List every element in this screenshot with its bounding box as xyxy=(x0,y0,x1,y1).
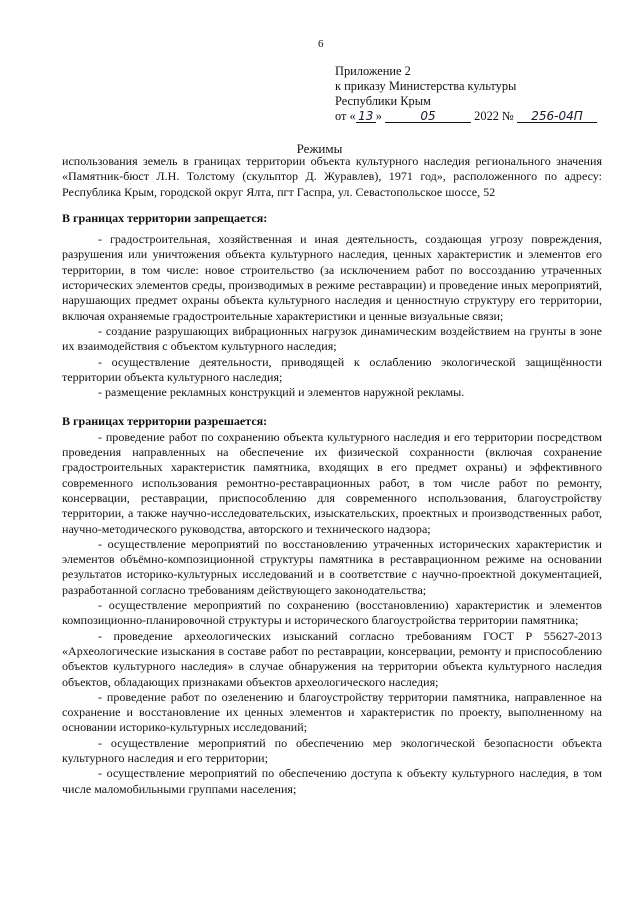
permitted-heading: В границах территории разрешается: xyxy=(62,414,268,429)
appendix-title: Приложение 2 xyxy=(335,64,411,78)
document-title: Режимы xyxy=(296,141,343,156)
permitted-item: - осуществление мероприятий по обеспечению мер экологической безопасности объекта культурного наследия и его территории; xyxy=(62,735,602,765)
permitted-item: - осуществление мероприятий по обеспечению доступа к объекту культурного наследия, в том числе маломобильными группами населения; xyxy=(62,766,602,796)
appendix-republic: Республики Крым xyxy=(335,94,431,108)
date-month: 05 xyxy=(385,110,471,123)
document-body xyxy=(62,154,602,797)
prohibited-heading: В границах территории запрещается: xyxy=(62,210,268,225)
appendix-header xyxy=(335,64,597,124)
permitted-item: - осуществление мероприятий по сохранению (восстановлению) характеристик и элементов композиционно-планировочной структуры и исторического благоустройства территории памятника; xyxy=(62,598,602,628)
date-year: 2022 № xyxy=(474,109,514,123)
prohibited-item: - осуществление деятельности, приводящей к ослаблению экологической защищённости территории объекта культурного наследия; xyxy=(62,354,602,384)
page-number: 6 xyxy=(318,38,324,50)
permitted-item: - проведение археологических изысканий согласно требованиям ГОСТ Р 55627-2013 «Археологические изыскания в составе работ по реставрации, консервации, ремонту и приспособлению объектов культурного наследия» в случае обнаружения на территории объекта культурного наследия объектов, обладающих признаками объектов археологического наследия; xyxy=(62,628,602,689)
date-day: 13 xyxy=(356,110,376,123)
permitted-item: - осуществление мероприятий по восстановлению утраченных исторических характеристик и элементов объёмно-композиционной структуры памятника в реставрационном режиме на основании результатов историко-культурных исследований и в соответствие с научно-проектной документацией, разработанной согласно требованиям действующего законодательства; xyxy=(62,536,602,597)
permitted-item: - проведение работ по сохранению объекта культурного наследия и его территории посредством проведения направленных на обеспечение их физической сохранности (включая сохранение градостроительных характеристик памятника, входящих в его предмет охраны) и эффективного современного использования ремонтно-реставрационных работ, в том числе работ по ремонту, консервации, реставрации, приспособлению для современного использования, благоустройству территории, а также научно-исследовательских, изыскательских, проектных и производственных работ, научно-методического руководства, авторского и технического надзора; xyxy=(62,429,602,536)
appendix-order-ref: к приказу Министерства культуры xyxy=(335,79,517,93)
prohibited-item: - создание разрушающих вибрационных нагрузок динамическим воздействием на грунты в зоне их взаимодействия с объектом культурного наследия; xyxy=(62,323,602,354)
date-mid: » xyxy=(375,109,382,123)
date-prefix: от « xyxy=(335,109,356,123)
intro-paragraph: использования земель в границах территории объекта культурного наследия регионального значения «Памятник-бюст Л.Н. Толстому (скульптор Д. Журавлев), 1971 год», расположенного по адресу: Республика Крым, городской округ Ялта, пгт Гаспра, ул. Севастопольское шоссе, 52 xyxy=(62,154,602,199)
appendix-date-line xyxy=(335,109,597,124)
prohibited-item: - градостроительная, хозяйственная и иная деятельность, создающая угрозу повреждения, разрушения или уничтожения объекта культурного наследия, ценных характеристик и элементов его территории, в том числе: новое строительство (за исключением работ по воссозданию утраченных исторических элементов среды, производимых в режиме реставрации) и проведение иных мероприятий, нарушающих предмет охраны объекта культурного наследия и ценностную структуру его территории, включая охраняемые градостроительные характеристики и ценные визуальные связи; xyxy=(62,232,602,323)
prohibited-item: - размещение рекламных конструкций и элементов наружной рекламы. xyxy=(98,385,465,400)
permitted-item: - проведение работ по озеленению и благоустройству территории памятника, направленное на сохранение и восстановление их ценных элементов и характеристик по проекту, выполненному на основании историко-культурных исследований; xyxy=(62,689,602,735)
order-number: 256-04П xyxy=(517,110,597,123)
